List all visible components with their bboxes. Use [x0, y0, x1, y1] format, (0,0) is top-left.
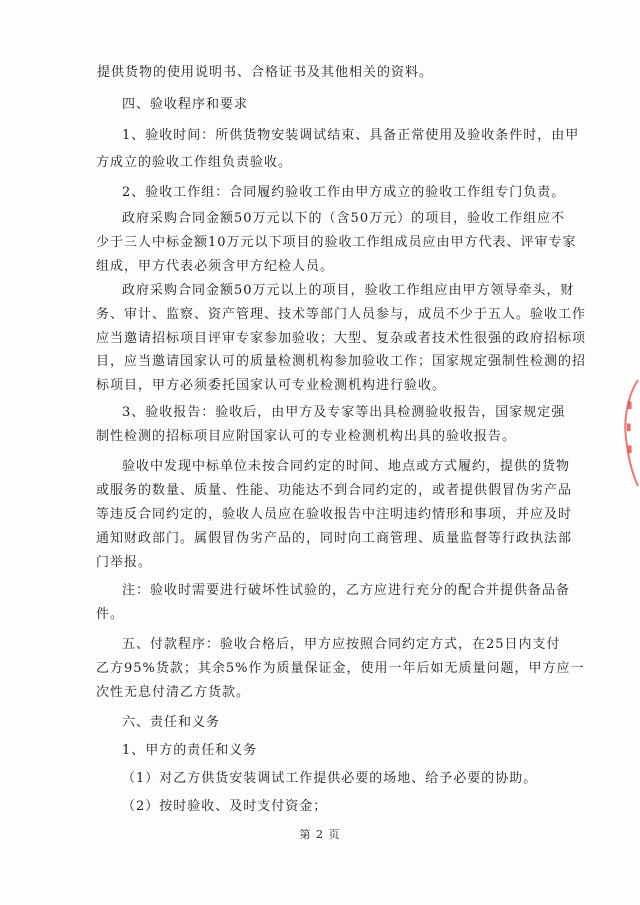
svg-text:▮: ▮ [627, 444, 633, 455]
seal-stamp [618, 378, 640, 488]
text-line: 乙方95%货款；其余5%作为质量保证金，使用一年后如无质量问题，甲方应一 [96, 661, 585, 676]
text-line: 次性无息付清乙方货款。 [96, 685, 251, 700]
text-line: 提供货物的使用说明书、合格证书及其他相关的资料。 [97, 65, 434, 80]
text-line: 标项目，甲方必须委托国家认可专业检测机构进行验收。 [96, 378, 447, 393]
text-line: 少于三人中标金额10万元以下项目的验收工作组成员应由甲方代表、评审专家 [96, 235, 577, 250]
text-line: 验收中发现中标单位未按合同约定的时间、地点或方式履约，提供的货物 [122, 459, 571, 474]
svg-text:▮: ▮ [626, 422, 632, 433]
text-line: 应当邀请招标项目评审专家参加验收；大型、复杂或者技术性很强的政府招标项 [96, 331, 587, 346]
text-line: 3、验收报告：验收后，由甲方及专家等出具检测验收报告，国家规定强 [122, 405, 566, 420]
text-line: 五、付款程序：验收合格后，甲方应按照合同约定方式，在25日内支付 [122, 637, 561, 652]
list-item: （1）对乙方供货安装调试工作提供必要的场地、给予必要的协助。 [122, 771, 538, 786]
text-line: 目，应当邀请国家认可的质量检测机构参加验收工作；国家规定强制性检测的招 [96, 354, 587, 369]
text-line: 或服务的数量、质量、性能、功能达不到合同约定的，或者提供假冒伪劣产品 [96, 483, 573, 498]
text-line: 方成立的验收工作组负责验收。 [96, 155, 293, 170]
text-line: 政府采购合同金额50万元以上的项目，验收工作组应由甲方领导牵头，财 [122, 283, 575, 298]
text-line: 门举报。 [96, 555, 153, 570]
text-line: 2、验收工作组：合同履约验收工作由甲方成立的验收工作组专门负责。 [122, 185, 566, 200]
text-line: 通知财政部门。属假冒伪劣产品的，同时向工商管理、质量监督等行政执法部 [96, 531, 573, 546]
text-line: 务、审计、监察、资产管理、技术等部门人员参与，成员不少于五人。验收工作 [96, 307, 587, 322]
text-line: 1、验收时间：所供货物安装调试结束、具备正常使用及验收条件时，由甲 [122, 128, 580, 143]
page-number: 第 2 页 [299, 828, 341, 841]
section-heading: 四、验收程序和要求 [122, 97, 249, 112]
text-line: 政府采购合同金额50万元以下的（含50万元）的项目，验收工作组应不 [122, 211, 566, 226]
subsection-heading: 1、甲方的责任和义务 [122, 743, 258, 758]
section-heading: 六、责任和义务 [122, 715, 221, 730]
note-line: 件。 [96, 607, 125, 622]
svg-text:▮: ▮ [627, 400, 633, 411]
note-line: 注：验收时需要进行破坏性试验的，乙方应进行充分的配合并提供备品备 [122, 583, 571, 598]
text-line: 制性检测的招标项目应附国家认可的专业检测机构出具的验收报告。 [96, 429, 517, 444]
text-line: 组成，甲方代表必须含甲方纪检人员。 [96, 259, 335, 274]
text-line: 等违反合同约定的，验收人员应在验收报告中注明违约情形和事项，并应及时 [96, 507, 573, 522]
list-item: （2）按时验收、及时支付资金； [122, 799, 328, 814]
